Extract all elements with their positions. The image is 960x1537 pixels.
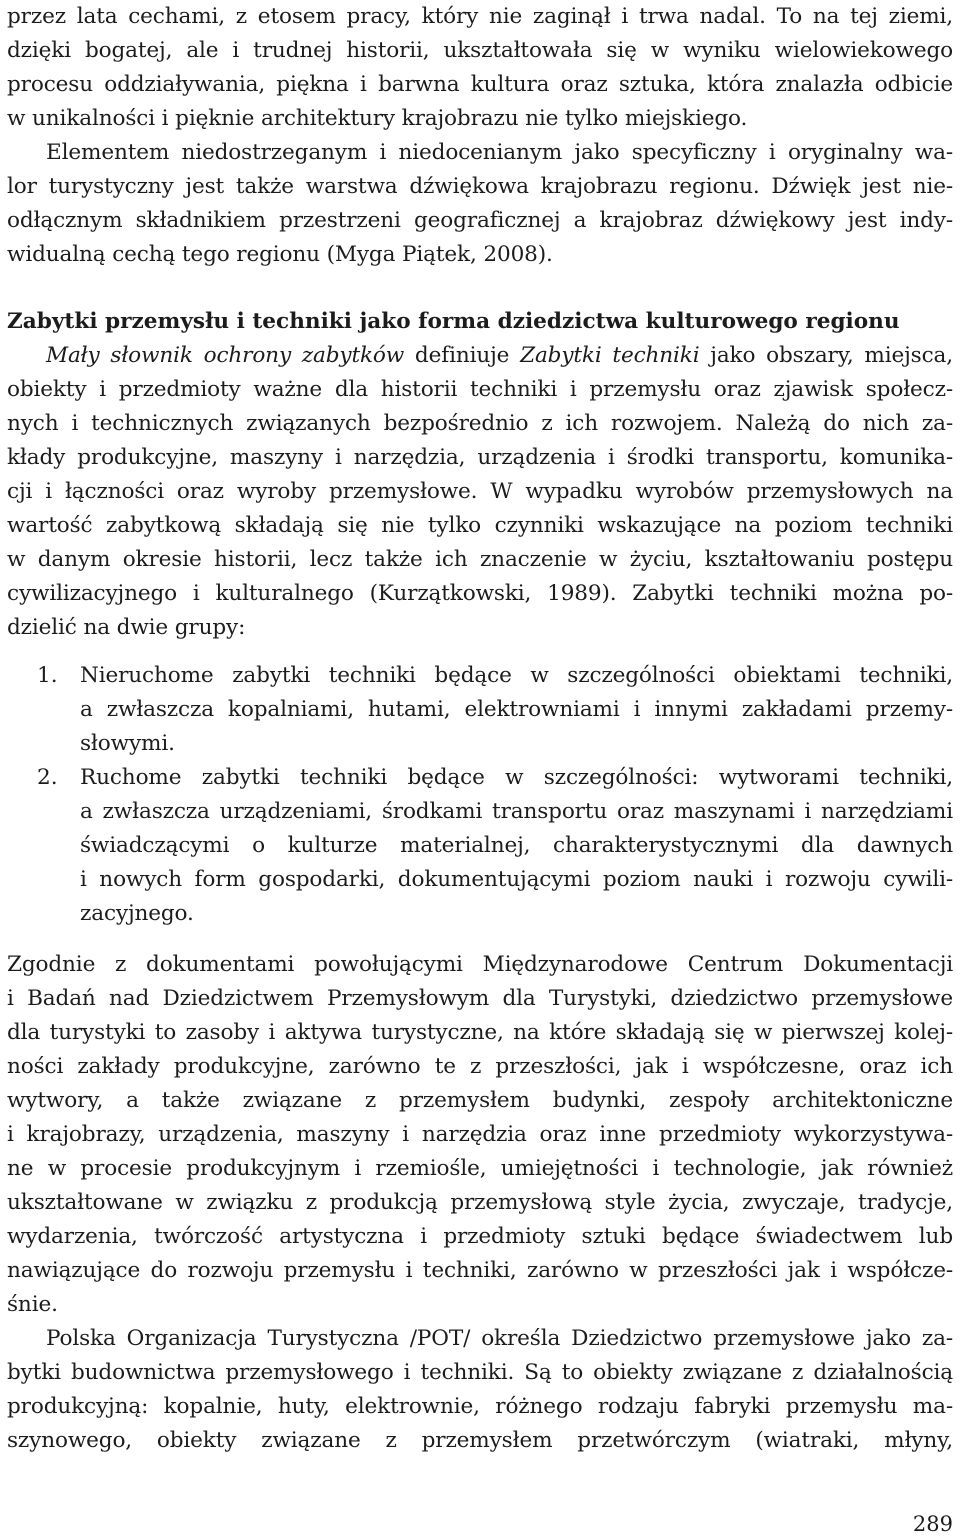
section-heading: Zabytki przemysłu i techniki jako forma dziedzictwa kulturowego regionu <box>7 309 900 334</box>
text-line: ukształtowane w związku z produkcją przemysłową style życia, zwyczaje, tradycje, <box>7 1190 953 1215</box>
text-span: definiuje <box>404 343 521 368</box>
list-item-line: a zwłaszcza kopalniami, hutami, elektrowniami i innymi zakładami przemy- <box>80 697 953 722</box>
list-number: 1. <box>37 663 58 688</box>
text-line <box>46 339 953 373</box>
text-line: bytki budownictwa przemysłowego i techniki. Są to obiekty związane z działalnością <box>7 1360 953 1385</box>
text-line: szynowego, obiekty związane z przemysłem przetwórczym (wiatraki, młyny, <box>7 1428 953 1453</box>
text-line: cywilizacyjnego i kulturalnego (Kurzątkowski, 1989). Zabytki techniki można po- <box>7 581 953 606</box>
text-line: dla turystyki to zasoby i aktywa turystyczne, na które składają się w pierwszej kolej- <box>7 1020 953 1045</box>
text-line: nawiązujące do rozwoju przemysłu i techniki, zarówno w przeszłości jak i współcze- <box>7 1258 953 1283</box>
text-line: Zgodnie z dokumentami powołującymi Międzynarodowe Centrum Dokumentacji <box>7 952 953 977</box>
list-item-line: zacyjnego. <box>80 901 194 926</box>
text-line: wartość zabytkową składają się nie tylko czynniki wskazujące na poziom techniki <box>7 513 953 538</box>
text-span: jako obszary, miejsca, <box>699 343 954 368</box>
list-item-line: i nowych form gospodarki, dokumentującymi poziom nauki i rozwoju cywili- <box>80 867 953 892</box>
list-item-line: a zwłaszcza urządzeniami, środkami transportu oraz maszynami i narzędziami <box>80 799 953 824</box>
text-line: w unikalności i pięknie architektury krajobrazu nie tylko miejskiego. <box>7 106 748 131</box>
text-line: produkcyjną: kopalnie, huty, elektrownie, różnego rodzaju fabryki przemysłu ma- <box>7 1394 953 1419</box>
text-line: cji i łączności oraz wyroby przemysłowe. W wypadku wyrobów przemysłowych na <box>7 479 953 504</box>
text-line: przez lata cechami, z etosem pracy, który nie zaginął i trwa nadal. To na tej ziemi, <box>7 4 953 29</box>
page-number: 289 <box>912 1512 953 1536</box>
text-line: wydarzenia, twórczość artystyczna i przedmioty sztuki będące świadectwem lub <box>7 1224 953 1249</box>
text-line: obiekty i przedmioty ważne dla historii techniki i przemysłu oraz zjawisk społecz- <box>7 377 953 402</box>
text-line: dzielić na dwie grupy: <box>7 615 246 640</box>
text-line: Elementem niedostrzeganym i niedocenianym jako specyficzny i oryginalny wa- <box>46 140 953 165</box>
text-line: Polska Organizacja Turystyczna /POT/ określa Dziedzictwo przemysłowe jako za- <box>46 1326 953 1351</box>
text-line: i Badań nad Dziedzictwem Przemysłowym dla Turystyki, dziedzictwo przemysłowe <box>7 986 953 1011</box>
text-line: ne w procesie produkcyjnym i rzemiośle, umiejętności i technologie, jak również <box>7 1156 953 1181</box>
italic-term: Zabytki techniki <box>520 343 700 368</box>
list-item-line: świadczącymi o kulturze materialnej, charakterystycznymi dla dawnych <box>80 833 953 858</box>
text-line: widualną cechą tego regionu (Myga Piątek, 2008). <box>7 242 553 267</box>
text-line: kłady produkcyjne, maszyny i narzędzia, urządzenia i środki transportu, komunika- <box>7 445 953 470</box>
list-item-line: słowymi. <box>80 731 175 756</box>
text-line: śnie. <box>7 1292 58 1317</box>
text-line: lor turystyczny jest także warstwa dźwiękowa krajobrazu regionu. Dźwięk jest nie- <box>7 174 953 199</box>
text-line: wytwory, a także związane z przemysłem budynki, zespoły architektoniczne <box>7 1088 953 1113</box>
text-line: odłącznym składnikiem przestrzeni geograficznej a krajobraz dźwiękowy jest indy- <box>7 208 953 233</box>
italic-title: Mały słownik ochrony zabytków <box>46 343 405 368</box>
text-line: nych i technicznych związanych bezpośrednio z ich rozwojem. Należą do nich za- <box>7 411 953 436</box>
text-line: w danym okresie historii, lecz także ich znaczenie w życiu, kształtowaniu postępu <box>7 547 953 572</box>
text-line: procesu oddziaływania, piękna i barwna kultura oraz sztuka, która znalazła odbicie <box>7 72 953 97</box>
text-line: i krajobrazy, urządzenia, maszyny i narzędzia oraz inne przedmioty wykorzystywa- <box>7 1122 953 1147</box>
list-item-line: Ruchome zabytki techniki będące w szczególności: wytworami techniki, <box>80 765 953 790</box>
text-line: dzięki bogatej, ale i trudnej historii, ukształtowała się w wyniku wielowiekowego <box>7 38 953 63</box>
list-number: 2. <box>37 765 58 790</box>
list-item-line: Nieruchome zabytki techniki będące w szczególności obiektami techniki, <box>80 663 953 688</box>
text-line: ności zakłady produkcyjne, zarówno te z przeszłości, jak i współczesne, oraz ich <box>7 1054 953 1079</box>
